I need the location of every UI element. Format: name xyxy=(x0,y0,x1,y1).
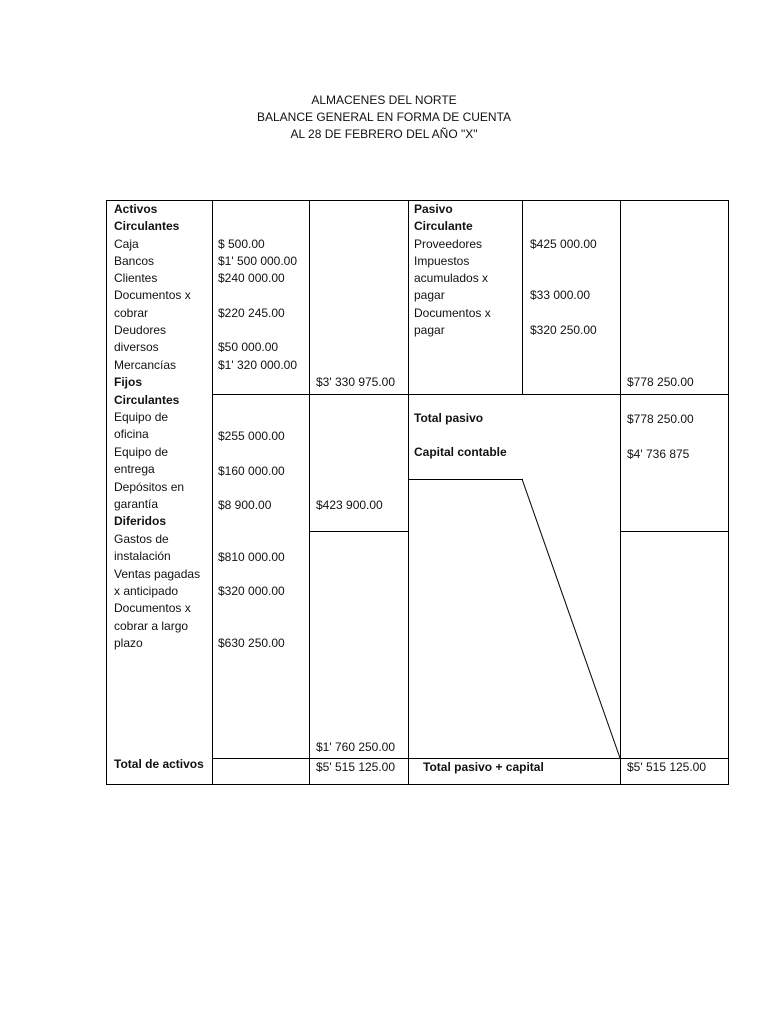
depositos-label-2: garantía xyxy=(114,497,159,511)
total-pasivo-capital-label: Total pasivo + capital xyxy=(423,760,544,774)
circulantes-subtotal: $3' 330 975.00 xyxy=(316,375,396,389)
proveedores-label: Proveedores xyxy=(414,237,483,251)
depositos-value: $8 900.00 xyxy=(218,498,272,512)
total-pasivo-capital-value: $5' 515 125.00 xyxy=(627,760,707,774)
capital-contable-value: $4' 736 875 xyxy=(627,447,690,461)
deudores-value: $50 000.00 xyxy=(218,340,279,354)
total-pasivo-value: $778 250.00 xyxy=(627,412,694,426)
documentos-cobrar-value: $220 245.00 xyxy=(218,306,285,320)
equipo-entrega-label-2: entrega xyxy=(114,462,155,476)
equipo-entrega-label-1: Equipo de xyxy=(114,445,169,459)
total-activos-value: $5' 515 125.00 xyxy=(316,760,396,774)
equipo-oficina-label-1: Equipo de xyxy=(114,410,169,424)
clientes-label: Clientes xyxy=(114,271,158,285)
diferidos-subtotal: $1' 760 250.00 xyxy=(316,740,396,754)
proveedores-value: $425 000.00 xyxy=(530,237,597,251)
documentos-cobrar-label-1: Documentos x xyxy=(114,288,191,302)
deudores-label-1: Deudores xyxy=(114,323,167,337)
impuestos-label-1: Impuestos xyxy=(414,254,470,268)
total-pasivo-label: Total pasivo xyxy=(414,411,484,425)
documentos-lp-value: $630 250.00 xyxy=(218,636,285,650)
clientes-value: $240 000.00 xyxy=(218,271,285,285)
circulantes-heading: Circulantes xyxy=(114,219,180,233)
equipo-entrega-value: $160 000.00 xyxy=(218,464,285,478)
mercancias-value: $1' 320 000.00 xyxy=(218,358,298,372)
gastos-value: $810 000.00 xyxy=(218,550,285,564)
ventas-label-2: x anticipado xyxy=(114,584,179,598)
depositos-label-1: Depósitos en xyxy=(114,480,185,494)
documentos-cobrar-label-2: cobrar xyxy=(114,306,149,320)
documentos-lp-label-1: Documentos x xyxy=(114,601,191,615)
fijos-heading: Fijos xyxy=(114,375,143,389)
company-name: ALMACENES DEL NORTE xyxy=(311,93,457,107)
fijos-circulantes-heading: Circulantes xyxy=(114,393,180,407)
equipo-oficina-value: $255 000.00 xyxy=(218,429,285,443)
documentos-pagar-label-2: pagar xyxy=(414,323,445,337)
diferidos-heading: Diferidos xyxy=(114,514,167,528)
impuestos-value: $33 000.00 xyxy=(530,288,591,302)
mercancias-label: Mercancías xyxy=(114,358,177,372)
pasivo-heading: Pasivo xyxy=(414,202,453,216)
caja-label: Caja xyxy=(114,237,139,251)
capital-contable-label: Capital contable xyxy=(414,445,507,459)
caja-value: $ 500.00 xyxy=(218,237,265,251)
equipo-oficina-label-2: oficina xyxy=(114,427,149,441)
pasivo-circulante-heading: Circulante xyxy=(414,219,473,233)
report-title: BALANCE GENERAL EN FORMA DE CUENTA xyxy=(256,110,512,124)
ventas-label-1: Ventas pagadas xyxy=(114,567,201,581)
impuestos-label-3: pagar xyxy=(414,288,445,302)
impuestos-label-2: acumulados x xyxy=(414,271,489,285)
report-date: AL 28 DE FEBRERO DEL AÑO "X" xyxy=(290,127,478,141)
bancos-label: Bancos xyxy=(114,254,155,268)
bancos-value: $1' 500 000.00 xyxy=(218,254,298,268)
gastos-label-2: instalación xyxy=(114,549,171,563)
documentos-pagar-label-1: Documentos x xyxy=(414,306,491,320)
activos-heading: Activos xyxy=(114,202,158,216)
total-activos-label: Total de activos xyxy=(114,757,204,771)
documentos-pagar-value: $320 250.00 xyxy=(530,323,597,337)
ventas-value: $320 000.00 xyxy=(218,584,285,598)
documentos-lp-label-2: cobrar a largo xyxy=(114,619,189,633)
deudores-label-2: diversos xyxy=(114,340,159,354)
gastos-label-1: Gastos de xyxy=(114,532,169,546)
pasivo-subtotal: $778 250.00 xyxy=(627,375,694,389)
documentos-lp-label-3: plazo xyxy=(114,636,143,650)
fijos-subtotal: $423 900.00 xyxy=(316,498,383,512)
